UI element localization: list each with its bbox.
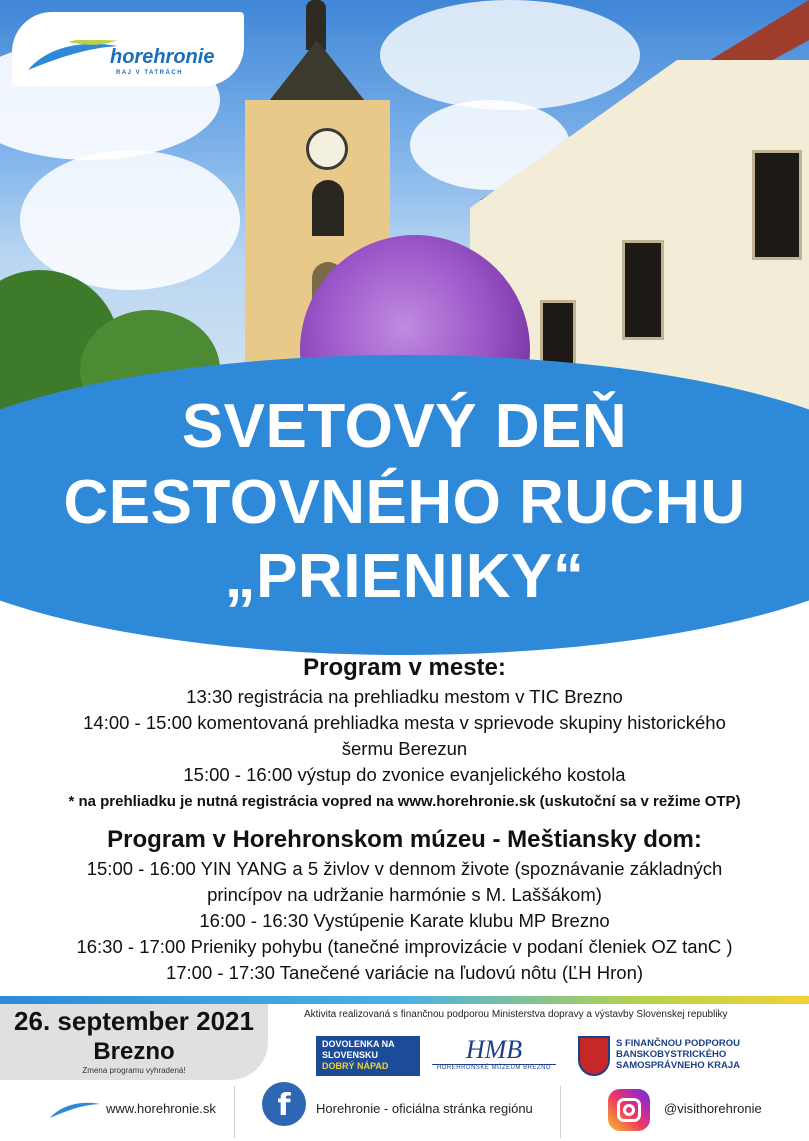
swoosh-icon: [28, 40, 120, 72]
partner-line: DOVOLENKA NA: [322, 1039, 395, 1049]
program-museum-line: 15:00 - 16:00 YIN YANG a 5 živlov v dennom živote (spoznávanie základných: [86, 858, 723, 879]
bbsk-line: BANSKOBYSTRICKÉHO: [616, 1049, 727, 1060]
program-museum-line: 16:00 - 16:30 Vystúpenie Karate klubu MP Brezno: [199, 910, 610, 931]
partner-bbsk-logo: [578, 1036, 788, 1076]
hmb-sub: HOREHRONSKÉ MÚZEUM BREZNO: [432, 1064, 556, 1071]
partner-line: SLOVENSKU: [322, 1050, 379, 1060]
instagram-lens: [623, 1104, 635, 1116]
bbsk-line: SAMOSPRÁVNEHO KRAJA: [616, 1060, 741, 1071]
program-museum-line: princípov na udržanie harmónie s M. Laššákom): [207, 884, 602, 905]
divider: [560, 1086, 561, 1138]
program-city-line: 15:00 - 16:00 výstup do zvonice evanjelického kostola: [183, 764, 626, 785]
hmb-abbr: HMB: [465, 1035, 523, 1064]
facebook-icon[interactable]: f: [262, 1082, 306, 1126]
footer-color-band: [0, 996, 809, 1004]
program-museum-heading: Program v Horehronskom múzeu - Meštiansky dom:: [107, 826, 702, 853]
title-line-1: SVETOVÝ DEŇ: [181, 392, 628, 461]
program-city-heading: Program v meste:: [303, 654, 506, 681]
program-museum-line: 17:00 - 17:30 Tanečené variácie na ľudovú nôtu (ĽH Hron): [165, 962, 644, 983]
facebook-link[interactable]: Horehronie - oficiálna stránka regiónu: [316, 1101, 533, 1116]
instagram-icon[interactable]: [608, 1089, 650, 1131]
cloud: [380, 0, 640, 110]
church-window: [752, 150, 802, 260]
bbsk-line: S FINANČNOU PODPOROU: [616, 1038, 741, 1049]
partner-dovolenka-logo: [316, 1036, 420, 1076]
logo-tagline: RAJ V TATRÁCH: [116, 70, 183, 76]
bbsk-text: [616, 1038, 740, 1071]
support-note: Aktivita realizovaná s finančnou podporou Ministerstva dopravy a výstavby Slovenskej republiky: [304, 1009, 728, 1020]
clock-icon: [306, 128, 348, 170]
event-city: Brezno: [93, 1038, 175, 1065]
partner-hmb-logo: [432, 1036, 556, 1076]
title-line-3: „PRIENIKY“: [224, 542, 585, 611]
website-link[interactable]: www.horehronie.sk: [106, 1101, 216, 1116]
logo-text: horehronie: [110, 46, 215, 68]
website-swoosh-icon: [50, 1100, 100, 1120]
partner-line: DOBRÝ NÁPAD: [322, 1061, 389, 1071]
divider: [234, 1086, 235, 1138]
change-note: Zmena programu vyhradená!: [82, 1066, 186, 1075]
program-city-line: 14:00 - 15:00 komentovaná prehliadka mesta v sprievode skupiny historického: [83, 712, 726, 733]
event-date: 26. september 2021: [14, 1006, 254, 1036]
church-window: [622, 240, 664, 340]
horehronie-logo[interactable]: [12, 12, 244, 86]
tower-window: [312, 180, 344, 236]
program-city-line: 13:30 registrácia na prehliadku mestom v TIC Brezno: [186, 686, 623, 707]
program-city-line: šermu Berezun: [341, 738, 468, 759]
title-line-2: CESTOVNÉHO RUCHU: [63, 468, 746, 537]
instagram-link[interactable]: @visithorehronie: [664, 1101, 762, 1116]
crest-icon: [578, 1036, 610, 1076]
program-museum-line: 16:30 - 17:00 Prieniky pohybu (tanečné improvizácie v podaní členiek OZ tanC ): [76, 936, 733, 957]
registration-note: * na prehliadku je nutná registrácia vopred na www.horehronie.sk (uskutoční sa v režime OTP): [68, 793, 741, 810]
cloud: [20, 150, 240, 290]
